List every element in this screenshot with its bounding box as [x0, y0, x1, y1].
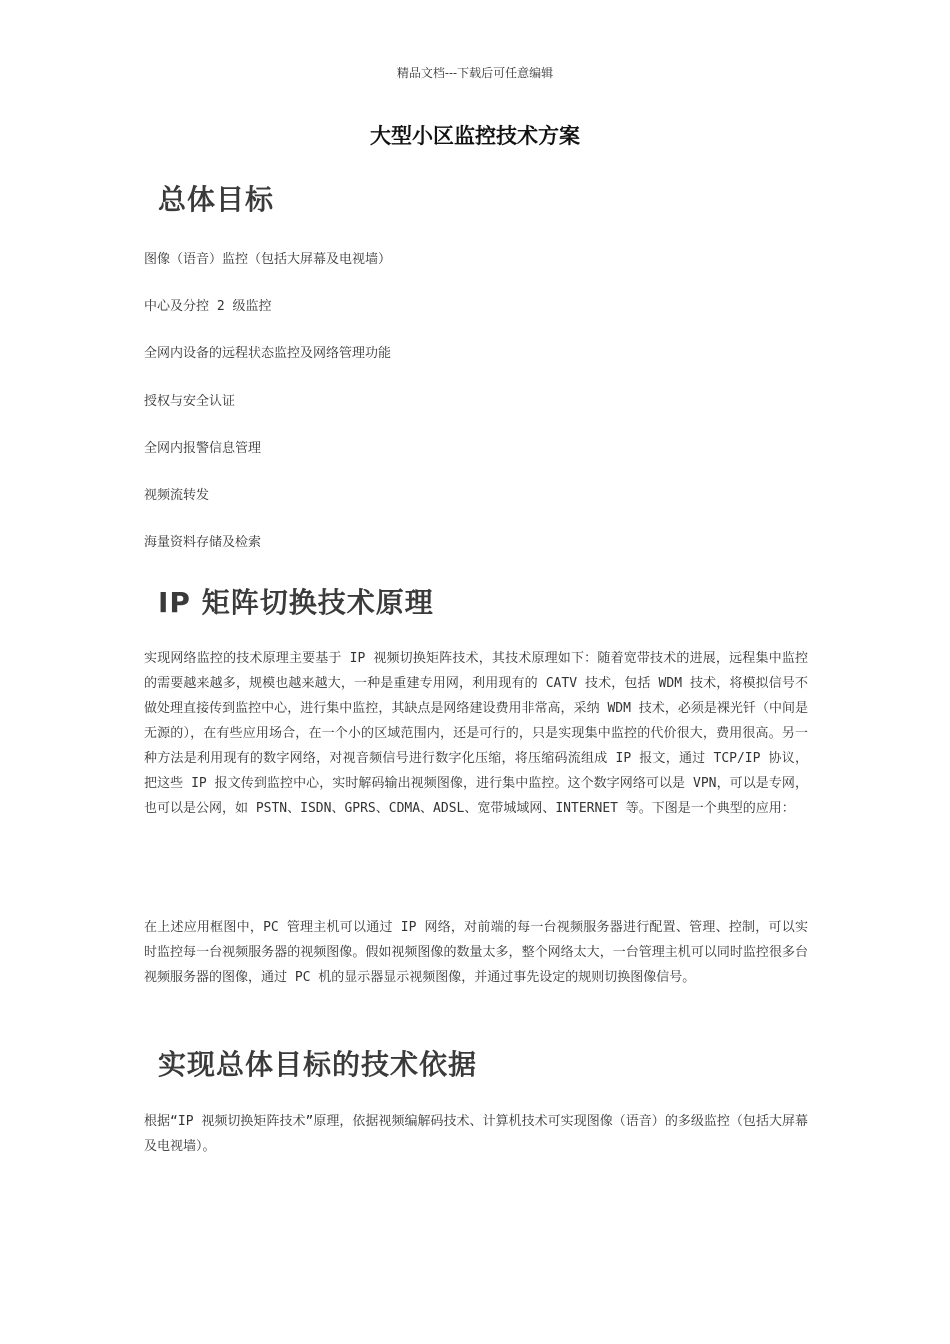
section-heading-technical-basis: 实现总体目标的技术依据 [158, 1048, 478, 1081]
goal-item: 全网内设备的远程状态监控及网络管理功能 [144, 346, 392, 361]
paragraph-technical-basis: 根据“IP 视频切换矩阵技术”原理，依据视频编解码技术、计算机技术可实现图像（语音）的多级监控（包括大屏幕及电视墙）。 [144, 1114, 808, 1154]
goal-item: 中心及分控 2 级监控 [144, 299, 272, 314]
section-heading-ip-matrix: IP 矩阵切换技术原理 [158, 586, 434, 619]
header-note: 精品文档---下载后可任意编辑 [396, 66, 554, 80]
goal-item: 海量资料存储及检索 [144, 535, 262, 550]
goal-item: 视频流转发 [144, 488, 210, 503]
goal-item: 全网内报警信息管理 [144, 441, 262, 456]
goal-item: 图像（语音）监控（包括大屏幕及电视墙） [144, 252, 392, 267]
paragraph-ip-matrix-principle: 实现网络监控的技术原理主要基于 IP 视频切换矩阵技术，其技术原理如下：随着宽带技术的进展，远程集中监控的需要越来越多，规模也越来越大，一种是重建专用网，利用现有的 CATV 技术，包括 WDM 技术，将模拟信号不做处理直接传到监控中心，进行集中监控，其缺点是网络建设费用非常高，采纳 WDM 技术，必须是裸光钎（中间是无源的），在有些应用场合，在一个小的区域范围内，还是可行的，只是实现集中监控的代价很大，费用很高。另一种方法是利用现有的数字网络，对视音频信号进行数字化压缩，将压缩码流组成 IP 报文，通过 TCP/IP 协议，把这些 IP 报文传到监控中心，实时解码输出视频图像，进行集中监控。这个数字网络可以是 VPN，可以是专网，也可以是公网，如 PSTN、ISDN、GPRS、CDMA、ADSL、宽带城域网、INTERNET 等。下图是一个典型的应用： [144, 651, 808, 816]
paragraph-application-diagram: 在上述应用框图中，PC 管理主机可以通过 IP 网络，对前端的每一台视频服务器进行配置、管理、控制，可以实时监控每一台视频服务器的视频图像。假如视频图像的数量太多，整个网络太大，一台管理主机可以同时监控很多台视频服务器的图像，通过 PC 机的显示器显示视频图像，并通过事先设定的规则切换图像信号。 [144, 920, 808, 985]
document-title: 大型小区监控技术方案 [370, 123, 580, 148]
section-heading-overall-goals: 总体目标 [158, 183, 275, 216]
goal-item: 授权与安全认证 [144, 394, 236, 409]
